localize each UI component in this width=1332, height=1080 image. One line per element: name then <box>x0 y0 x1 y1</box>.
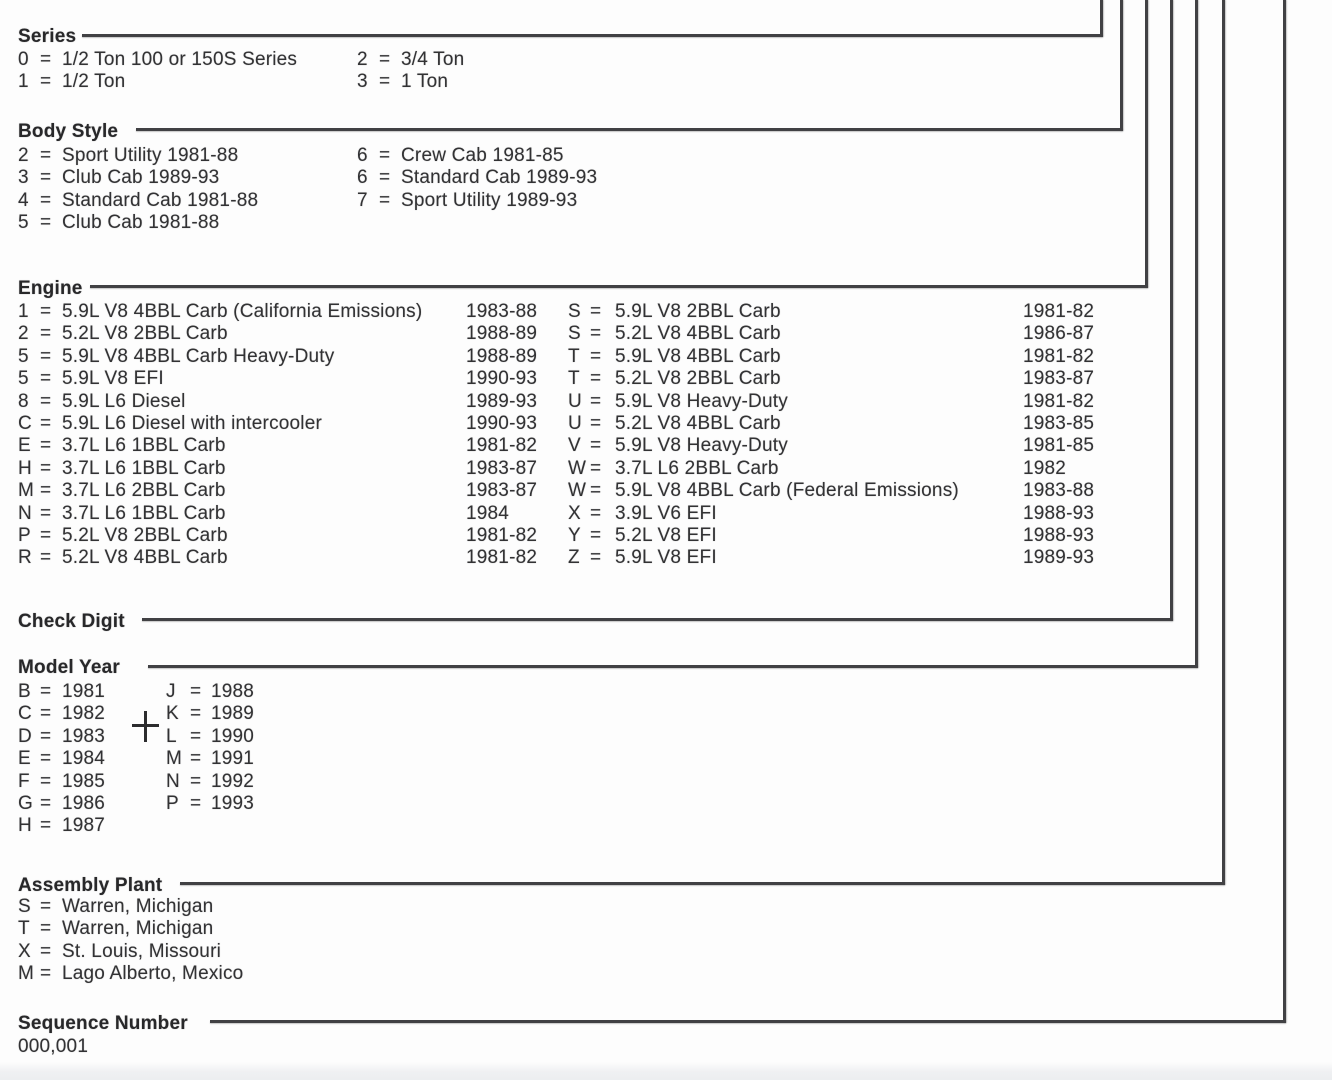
leader-vertical-assembly-plant <box>1222 0 1225 885</box>
engine-row <box>568 346 1094 368</box>
equals-sign: = <box>40 390 52 412</box>
engine-row <box>18 391 537 413</box>
code: V <box>568 435 581 457</box>
code: 1 <box>18 301 29 322</box>
code: M <box>18 963 35 985</box>
model-year-row <box>18 703 105 725</box>
model-year-row <box>18 815 105 837</box>
model-year-row <box>18 681 105 703</box>
description: 5.2L V8 4BBL Carb <box>615 413 781 435</box>
years: 1989-93 <box>466 390 538 412</box>
code: 2 <box>357 49 368 70</box>
description: 1 Ton <box>401 71 449 93</box>
description: 5.2L V8 2BBL Carb <box>615 368 781 390</box>
equals-sign: = <box>40 725 52 747</box>
years: 1982 <box>1023 457 1067 479</box>
leader-vertical-engine <box>1145 0 1148 288</box>
description: 3.9L V6 EFI <box>615 502 717 524</box>
engine-row <box>18 323 537 345</box>
leader-line-sequence-number <box>210 1020 1286 1023</box>
description: Standard Cab 1989-93 <box>401 167 598 189</box>
equals-sign: = <box>379 145 391 166</box>
description: Crew Cab 1981-85 <box>401 145 564 166</box>
model-year-row <box>18 748 105 770</box>
series-row <box>18 71 297 93</box>
year: 1981 <box>62 681 106 702</box>
assembly-plant-row <box>18 963 243 985</box>
year: 1983 <box>62 725 106 747</box>
years: 1988-89 <box>466 323 538 345</box>
body-style-row <box>18 167 258 189</box>
code: E <box>18 435 31 457</box>
equals-sign: = <box>379 71 391 93</box>
engine-row <box>18 547 537 569</box>
years: 1981-82 <box>1023 390 1095 412</box>
body-style-left-list <box>18 145 258 235</box>
description: 3.7L L6 1BBL Carb <box>62 457 226 479</box>
years: 1988-93 <box>1023 502 1095 524</box>
years: 1981-85 <box>1023 435 1095 457</box>
description: 5.9L V8 4BBL Carb Heavy-Duty <box>62 345 335 367</box>
section-title-check-digit: Check Digit <box>18 611 125 632</box>
code: 2 <box>18 323 29 345</box>
code: B <box>18 681 31 702</box>
equals-sign: = <box>590 457 602 479</box>
leader-line-engine <box>90 285 1148 288</box>
years: 1990-93 <box>466 368 538 390</box>
equals-sign: = <box>40 71 52 93</box>
engine-row <box>568 413 1094 435</box>
years: 1981-82 <box>466 547 538 569</box>
description: 5.9L V8 4BBL Carb (California Emissions) <box>62 301 423 322</box>
year: 1984 <box>62 748 106 770</box>
model-year-row <box>166 748 254 770</box>
code: Y <box>568 525 581 547</box>
model-year-row <box>166 793 254 815</box>
leader-line-assembly-plant <box>180 882 1225 885</box>
equals-sign: = <box>379 49 391 70</box>
code: G <box>18 793 33 815</box>
equals-sign: = <box>40 793 52 815</box>
equals-sign: = <box>590 480 602 502</box>
engine-row <box>18 480 537 502</box>
equals-sign: = <box>190 748 202 770</box>
engine-row <box>568 525 1094 547</box>
leader-line-body-style <box>136 128 1123 131</box>
code: 3 <box>357 71 368 93</box>
code: J <box>166 681 176 702</box>
code: P <box>18 525 31 547</box>
equals-sign: = <box>40 815 52 837</box>
description: 5.9L V8 4BBL Carb <box>615 345 781 367</box>
year: 1991 <box>211 748 255 770</box>
years: 1986-87 <box>1023 323 1095 345</box>
equals-sign: = <box>40 457 52 479</box>
model-year-row <box>18 793 105 815</box>
code: S <box>568 301 581 322</box>
code: 6 <box>357 167 368 189</box>
years: 1983-87 <box>466 457 538 479</box>
equals-sign: = <box>379 167 391 189</box>
code: N <box>18 502 32 524</box>
description: 3/4 Ton <box>401 49 465 70</box>
model-year-row <box>18 726 105 748</box>
equals-sign: = <box>590 345 602 367</box>
equals-sign: = <box>40 345 52 367</box>
equals-sign: = <box>40 368 52 390</box>
section-title-body-style: Body Style <box>18 121 119 142</box>
equals-sign: = <box>590 502 602 524</box>
body-style-row <box>18 212 258 234</box>
equals-sign: = <box>40 435 52 457</box>
years: 1981-82 <box>466 435 538 457</box>
code: D <box>18 725 32 747</box>
code: W <box>568 457 587 479</box>
years: 1983-88 <box>1023 480 1095 502</box>
model-year-row <box>18 771 105 793</box>
equals-sign: = <box>40 413 52 435</box>
description: 5.9L L6 Diesel with intercooler <box>62 413 323 435</box>
description: 5.9L V8 Heavy-Duty <box>615 390 788 412</box>
description: 5.9L V8 EFI <box>62 368 164 390</box>
equals-sign: = <box>40 525 52 547</box>
description: 1/2 Ton 100 or 150S Series <box>62 49 298 70</box>
series-right-list <box>357 49 464 94</box>
engine-row <box>568 323 1094 345</box>
code: R <box>18 547 32 569</box>
year: 1986 <box>62 793 106 815</box>
code: S <box>568 323 581 345</box>
code: U <box>568 413 582 435</box>
equals-sign: = <box>40 167 52 189</box>
equals-sign: = <box>190 725 202 747</box>
code: M <box>18 480 35 502</box>
description: 5.2L V8 2BBL Carb <box>62 525 228 547</box>
code: 3 <box>18 167 29 189</box>
code: P <box>166 793 179 815</box>
equals-sign: = <box>40 145 52 166</box>
description: 5.2L V8 4BBL Carb <box>615 323 781 345</box>
engine-row <box>18 346 537 368</box>
year: 1987 <box>62 815 106 837</box>
equals-sign: = <box>40 547 52 569</box>
years: 1984 <box>466 502 510 524</box>
body-style-row <box>357 145 597 167</box>
year: 1982 <box>62 703 106 725</box>
equals-sign: = <box>590 368 602 390</box>
engine-row <box>568 547 1094 569</box>
series-row <box>357 71 464 93</box>
description: 5.9L L6 Diesel <box>62 390 186 412</box>
description: 5.2L V8 2BBL Carb <box>62 323 228 345</box>
year: 1985 <box>62 770 106 792</box>
description: Sport Utility 1981-88 <box>62 145 239 166</box>
equals-sign: = <box>40 681 52 702</box>
years: 1983-87 <box>1023 368 1095 390</box>
equals-sign: = <box>590 525 602 547</box>
equals-sign: = <box>40 703 52 725</box>
description: Club Cab 1989-93 <box>62 167 220 189</box>
years: 1981-82 <box>466 525 538 547</box>
years: 1981-82 <box>1023 301 1095 322</box>
leader-vertical-model-year <box>1195 0 1198 668</box>
code: K <box>166 703 179 725</box>
engine-row <box>18 503 537 525</box>
code: E <box>18 748 31 770</box>
sequence-number-value: 000,001 <box>18 1036 89 1057</box>
code: H <box>18 815 32 837</box>
engine-row <box>568 458 1094 480</box>
code: C <box>18 703 32 725</box>
leader-line-check-digit <box>142 618 1173 621</box>
equals-sign: = <box>40 502 52 524</box>
equals-sign: = <box>190 793 202 815</box>
model-year-row <box>166 771 254 793</box>
code: 6 <box>357 145 368 166</box>
equals-sign: = <box>40 918 52 940</box>
code: 1 <box>18 71 29 93</box>
description: Sport Utility 1989-93 <box>401 189 578 211</box>
code: 5 <box>18 345 29 367</box>
year: 1992 <box>211 770 255 792</box>
equals-sign: = <box>40 896 52 917</box>
years: 1988-93 <box>1023 525 1095 547</box>
body-style-row <box>357 190 597 212</box>
code: C <box>18 413 32 435</box>
engine-row <box>568 391 1094 413</box>
year: 1990 <box>211 725 255 747</box>
equals-sign: = <box>590 413 602 435</box>
plant-location: St. Louis, Missouri <box>62 940 222 962</box>
section-title-assembly-plant: Assembly Plant <box>18 875 163 896</box>
engine-row <box>18 368 537 390</box>
code: W <box>568 480 587 502</box>
code: N <box>166 770 180 792</box>
code: 8 <box>18 390 29 412</box>
code: X <box>18 940 31 962</box>
years: 1983-88 <box>466 301 538 322</box>
description: 5.9L V8 4BBL Carb (Federal Emissions) <box>615 480 959 502</box>
engine-left-list <box>18 301 537 570</box>
years: 1983-85 <box>1023 413 1095 435</box>
description: Club Cab 1981-88 <box>62 212 220 234</box>
leader-line-series <box>82 34 1103 37</box>
leader-vertical-series <box>1100 0 1103 37</box>
equals-sign: = <box>40 770 52 792</box>
description: 3.7L L6 2BBL Carb <box>62 480 226 502</box>
body-style-right-list <box>357 145 597 212</box>
equals-sign: = <box>590 390 602 412</box>
description: 5.9L V8 Heavy-Duty <box>615 435 788 457</box>
code: 0 <box>18 49 29 70</box>
engine-row <box>18 435 537 457</box>
plant-location: Warren, Michigan <box>62 896 214 917</box>
code: 5 <box>18 212 29 234</box>
code: U <box>568 390 582 412</box>
description: 5.9L V8 EFI <box>615 547 717 569</box>
year: 1989 <box>211 703 255 725</box>
equals-sign: = <box>40 323 52 345</box>
equals-sign: = <box>40 940 52 962</box>
plant-location: Warren, Michigan <box>62 918 214 940</box>
model-year-row <box>166 703 254 725</box>
code: 2 <box>18 145 29 166</box>
description: 3.7L L6 1BBL Carb <box>62 435 226 457</box>
code: 4 <box>18 189 29 211</box>
equals-sign: = <box>190 770 202 792</box>
code: 5 <box>18 368 29 390</box>
series-left-list <box>18 49 297 94</box>
section-title-series: Series <box>18 26 77 47</box>
equals-sign: = <box>40 480 52 502</box>
equals-sign: = <box>590 301 602 322</box>
code: T <box>568 345 580 367</box>
equals-sign: = <box>590 547 602 569</box>
section-title-engine: Engine <box>18 278 83 299</box>
description: 3.7L L6 2BBL Carb <box>615 457 779 479</box>
year: 1988 <box>211 681 255 702</box>
engine-right-list <box>568 301 1094 570</box>
equals-sign: = <box>379 189 391 211</box>
engine-row <box>18 525 537 547</box>
leader-vertical-sequence-number <box>1283 0 1286 1023</box>
equals-sign: = <box>40 189 52 211</box>
code: L <box>166 725 177 747</box>
years: 1988-89 <box>466 345 538 367</box>
description: 5.2L V8 EFI <box>615 525 717 547</box>
description: 5.2L V8 4BBL Carb <box>62 547 228 569</box>
crosshair-cursor-vbar <box>144 711 147 742</box>
engine-row <box>568 368 1094 390</box>
equals-sign: = <box>190 681 202 702</box>
code: Z <box>568 547 580 569</box>
years: 1983-87 <box>466 480 538 502</box>
code: X <box>568 502 581 524</box>
years: 1981-82 <box>1023 345 1095 367</box>
code: 7 <box>357 189 368 211</box>
model-year-row <box>166 726 254 748</box>
engine-row <box>568 480 1094 502</box>
plant-location: Lago Alberto, Mexico <box>62 963 244 985</box>
description: 1/2 Ton <box>62 71 126 93</box>
assembly-plant-row <box>18 918 243 940</box>
leader-vertical-body-style <box>1120 0 1123 131</box>
engine-row <box>18 413 537 435</box>
engine-row <box>568 301 1094 323</box>
equals-sign: = <box>40 49 52 70</box>
description: 3.7L L6 1BBL Carb <box>62 502 226 524</box>
model-year-row <box>166 681 254 703</box>
bottom-gradient-bar <box>0 1062 1332 1080</box>
code: T <box>568 368 580 390</box>
body-style-row <box>357 167 597 189</box>
assembly-plant-row <box>18 896 243 918</box>
description: Standard Cab 1981-88 <box>62 189 259 211</box>
series-row <box>18 49 297 71</box>
leader-vertical-check-digit <box>1170 0 1173 621</box>
assembly-plant-row <box>18 941 243 963</box>
year: 1993 <box>211 793 255 815</box>
engine-row <box>568 435 1094 457</box>
code: T <box>18 918 30 940</box>
code: F <box>18 770 30 792</box>
years: 1990-93 <box>466 413 538 435</box>
model-year-left-list <box>18 681 105 838</box>
code: S <box>18 896 31 917</box>
assembly-plant-list <box>18 896 243 986</box>
description: 5.9L V8 2BBL Carb <box>615 301 781 322</box>
equals-sign: = <box>40 301 52 322</box>
leader-line-model-year <box>148 665 1198 668</box>
model-year-right-list <box>166 681 254 815</box>
engine-row <box>18 301 537 323</box>
equals-sign: = <box>40 748 52 770</box>
body-style-row <box>18 145 258 167</box>
code: H <box>18 457 32 479</box>
years: 1989-93 <box>1023 547 1095 569</box>
engine-row <box>18 458 537 480</box>
equals-sign: = <box>590 323 602 345</box>
equals-sign: = <box>590 435 602 457</box>
engine-row <box>568 503 1094 525</box>
section-title-model-year: Model Year <box>18 657 120 678</box>
equals-sign: = <box>40 963 52 985</box>
section-title-sequence-number: Sequence Number <box>18 1013 188 1034</box>
series-row <box>357 49 464 71</box>
body-style-row <box>18 190 258 212</box>
equals-sign: = <box>190 703 202 725</box>
code: M <box>166 748 183 770</box>
equals-sign: = <box>40 212 52 234</box>
